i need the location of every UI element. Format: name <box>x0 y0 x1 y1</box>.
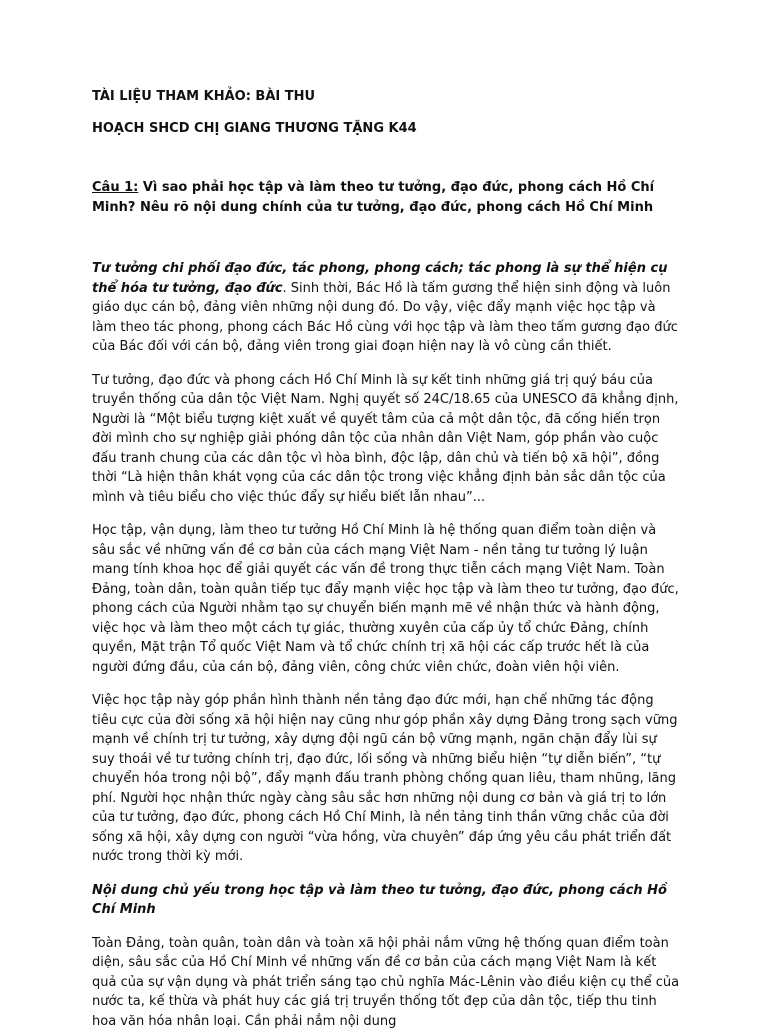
question-heading <box>92 178 682 217</box>
document-page <box>92 84 682 1031</box>
paragraph-5: Toàn Đảng, toàn quân, toàn dân và toàn xã hội phải nắm vững hệ thống quan điểm toàn diện, sâu sắc của Hồ Chí Minh về những vấn đề cơ bản của cách mạng Việt Nam là kết quả của sự vận dụng và phát triển sáng tạo chủ nghĩa Mác-Lênin vào điều kiện cụ thể của nước ta, kế thừa và phát huy các giá trị truyền thống tốt đẹp của dân tộc, tiếp thu tinh hoa văn hóa nhân loại. Cần phải nắm nội dung <box>92 934 682 1031</box>
paragraph-4: Việc học tập này góp phần hình thành nền tảng đạo đức mới, hạn chế những tác động tiêu cực của đời sống xã hội hiện nay cũng như góp phần xây dựng Đảng trong sạch vững mạnh về chính trị tư tưởng, xây dựng đội ngũ cán bộ vững mạnh, ngăn chặn đẩy lùi sự suy thoái về tư tưởng chính trị, đạo đức, lối sống và những biểu hiện “tự diễn biến”, “tự chuyển hóa trong nội bộ”, đẩy mạnh đấu tranh phòng chống quan liêu, tham nhũng, lãng phí. Người học nhận thức ngày càng sâu sắc hơn những nội dung cơ bản và giá trị to lớn của tư tưởng, đạo đức, phong cách Hồ Chí Minh, là nền tảng tinh thần vững chắc của đời sống xã hội, xây dựng con người “vừa hồng, vừa chuyên” đáp ứng yêu cầu phát triển đất nước trong thời kỳ mới. <box>92 691 682 867</box>
paragraph-2: Tư tưởng, đạo đức và phong cách Hồ Chí Minh là sự kết tinh những giá trị quý báu của truyền thống của dân tộc Việt Nam. Nghị quyết số 24C/18.65 của UNESCO đã khẳng định, Người là “Một biểu tượng kiệt xuất về quyết tâm của cả một dân tộc, đã cống hiến trọn đời mình cho sự nghiệp giải phóng dân tộc của nhân dân Việt Nam, góp phần vào cuộc đấu tranh chung của các dân tộc vì hòa bình, độc lập, dân chủ và tiến bộ xã hội”, đồng thời “Là hiện thân khát vọng của các dân tộc trong việc khẳng định bản sắc dân tộc của mình và tiêu biểu cho việc thúc đẩy sự hiểu biết lẫn nhau”... <box>92 371 682 508</box>
paragraph-1-body: . Sinh thời, Bác Hồ là tấm gương thể hiện sinh động và luôn giáo dục cán bộ, đảng viên những nội dung đó. Do vậy, việc đẩy mạnh việc học tập và làm theo tác phong, phong cách Bác Hồ cùng với học tập và làm theo tấm gương đạo đức của Bác đối với cán bộ, đảng viên trong giai đoạn hiện nay là vô cùng cần thiết. <box>92 281 678 355</box>
question-text: Vì sao phải học tập và làm theo tư tưởng, đạo đức, phong cách Hồ Chí Minh? Nêu rõ nội dung chính của tư tưởng, đạo đức, phong cách Hồ Chí Minh <box>92 180 654 215</box>
section-subheading: Nội dung chủ yếu trong học tập và làm theo tư tưởng, đạo đức, phong cách Hồ Chí Minh <box>92 881 682 920</box>
paragraph-1-lead: Tư tưởng chi phối đạo đức, tác phong, phong cách; tác phong là sự thể hiện cụ thể hóa tư tưởng, đạo đức <box>92 261 667 296</box>
paragraph-3: Học tập, vận dụng, làm theo tư tưởng Hồ Chí Minh là hệ thống quan điểm toàn diện và sâu sắc về những vấn đề cơ bản của cách mạng Việt Nam - nền tảng tư tưởng lý luận mang tính khoa học để giải quyết các vấn đề trong thực tiễn cách mạng Việt Nam. Toàn Đảng, toàn dân, toàn quân tiếp tục đẩy mạnh việc học tập và làm theo tư tưởng, đạo đức, phong cách của Người nhằm tạo sự chuyển biến mạnh mẽ về nhận thức và hành động, việc học và làm theo một cách tự giác, thường xuyên của cấp ủy tổ chức Đảng, chính quyền, Mặt trận Tổ quốc Việt Nam và tổ chức chính trị xã hội các cấp trước hết là của người đứng đầu, của cán bộ, đảng viên, công chức viên chức, đoàn viên hội viên. <box>92 521 682 677</box>
document-title-line-1: TÀI LIỆU THAM KHẢO: BÀI THU <box>92 87 682 107</box>
document-title-line-2: HOẠCH SHCD CHỊ GIANG THƯƠNG TẶNG K44 <box>92 119 682 139</box>
paragraph-1 <box>92 259 682 357</box>
question-label: Câu 1: <box>92 180 138 195</box>
